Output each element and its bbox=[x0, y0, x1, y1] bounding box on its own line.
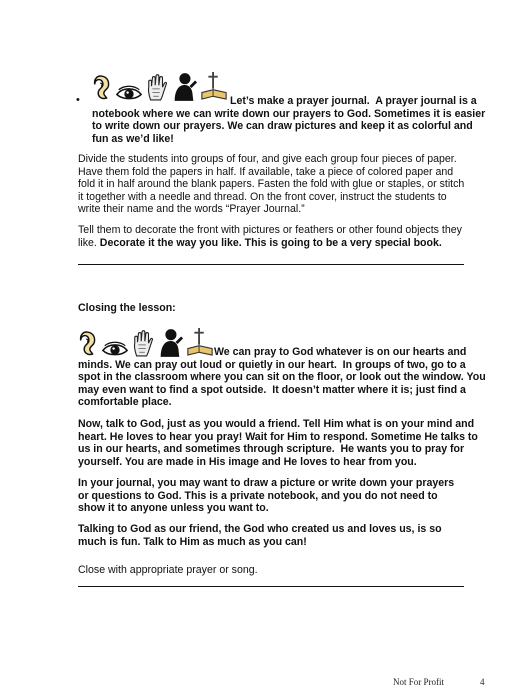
sensory-icon-row bbox=[92, 70, 228, 102]
bible-cross-icon bbox=[186, 326, 214, 358]
footer-label: Not For Profit bbox=[393, 677, 445, 687]
hand-icon bbox=[146, 74, 168, 102]
bullet: • bbox=[76, 94, 80, 106]
decorate-emphasis: Decorate it the way you like. This is going to be a very special book. bbox=[99, 236, 442, 249]
eye-icon bbox=[115, 85, 143, 102]
decorate-text: Tell them to decorate the front with pictures or feathers or other found objects they like. bbox=[78, 224, 462, 249]
eye-icon bbox=[101, 341, 129, 358]
hand-icon bbox=[132, 330, 154, 358]
closing-line: Close with appropriate prayer or song. bbox=[78, 564, 258, 576]
journal-paragraph: In your journal, you may want to draw a picture or write down your prayers or questions to God. This is a private notebook, and you do not need to show it to anyone unless you want to. bbox=[78, 477, 455, 515]
prayer-first-line: We can pray to God whatever is on our hearts and bbox=[214, 346, 467, 358]
praying-child-icon bbox=[157, 328, 183, 358]
intro-first-line: Let’s make a prayer journal. A prayer journal is a bbox=[230, 95, 477, 107]
sensory-icon-row bbox=[78, 326, 214, 358]
divider bbox=[78, 586, 464, 587]
decorate-paragraph bbox=[78, 224, 462, 249]
friend-paragraph: Talking to God as our friend, the God who created us and loves us, is so much is fun. Talk to Him as much as you can! bbox=[78, 523, 442, 548]
intro-paragraph: notebook where we can write down our prayers to God. Sometimes it is easier to write down our prayers. We can draw pictures and keep it as colorful and fun as we’d like! bbox=[92, 107, 486, 145]
ear-icon bbox=[92, 74, 112, 102]
ear-icon bbox=[78, 330, 98, 358]
divider bbox=[78, 264, 464, 265]
prayer-paragraph: minds. We can pray out loud or quietly in our heart. In groups of two, go to a spot in the classroom where you can sit on the floor, or look out the window. You may even want to find a spot outside. It doesn’t matter where it is; just find a comfortable place. bbox=[78, 358, 486, 409]
section-heading: Closing the lesson: bbox=[78, 302, 176, 314]
bible-cross-icon bbox=[200, 70, 228, 102]
praying-child-icon bbox=[171, 72, 197, 102]
page-number: 4 bbox=[480, 677, 485, 687]
instructions-paragraph: Divide the students into groups of four, and give each group four pieces of paper. Have them fold the papers in half. If available, take a piece of colored paper and fold it in half around the blank papers. Fasten the fold with glue or staples, or stitch it together with a needle and thread. On the front cover, instruct the students to write their name and the words “Prayer Journal.” bbox=[78, 153, 465, 216]
talk-to-god-paragraph: Now, talk to God, just as you would a friend. Tell Him what is on your mind and heart. He loves to hear you pray! Wait for Him to respond. Sometime He talks to us in our hearts, and sometimes through scripture. He wants you to pray for yourself. You are made in His image and He loves to hear from you. bbox=[78, 418, 478, 468]
